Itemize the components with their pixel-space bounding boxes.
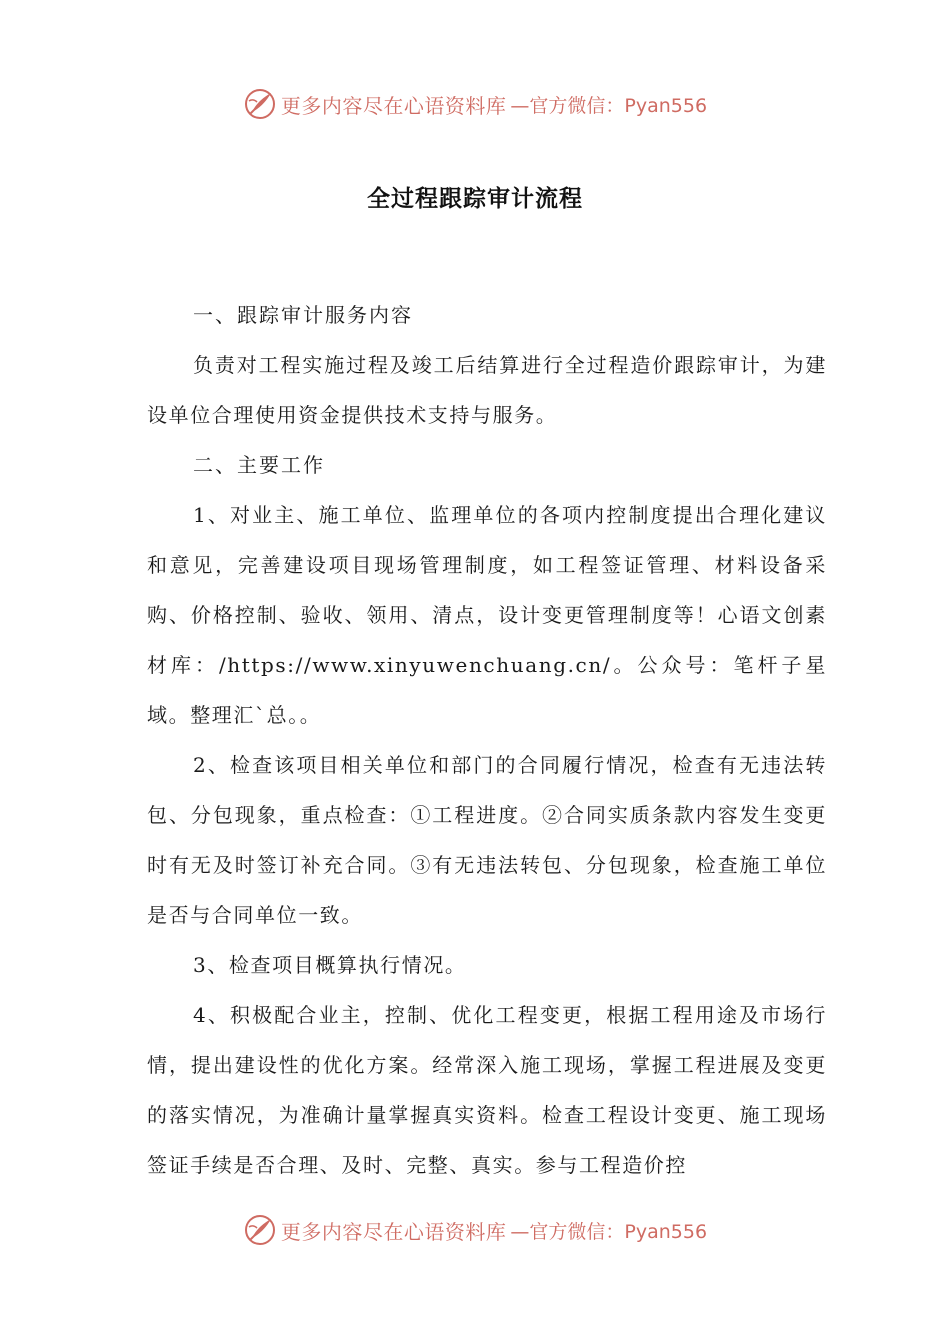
banner-wechat-text: —官方微信：Pyan556 bbox=[510, 1220, 708, 1243]
header-banner bbox=[0, 84, 950, 124]
section-heading: 二、主要工作 bbox=[193, 453, 325, 477]
banner-brand-text: 更多内容尽在心语资料库 bbox=[280, 93, 507, 118]
quill-logo-icon bbox=[243, 87, 277, 121]
paragraph: 负责对工程实施过程及竣工后结算进行全过程造价跟踪审计，为建设单位合理使用资金提供技术支持与服务。 bbox=[147, 353, 827, 427]
document-body bbox=[147, 290, 827, 1190]
paragraph: 4、积极配合业主，控制、优化工程变更，根据工程用途及市场行情，提出建设性的优化方案。经常深入施工现场，掌握工程进展及变更的落实情况，为准确计量掌握真实资料。检查工程设计变更、施工现场签证手续是否合理、及时、完整、真实。参与工程造价控 bbox=[147, 1003, 827, 1177]
footer-banner bbox=[0, 1210, 950, 1250]
quill-logo-icon bbox=[243, 1213, 277, 1247]
paragraph: 1、对业主、施工单位、监理单位的各项内控制度提出合理化建议和意见，完善建设项目现场管理制度，如工程签证管理、材料设备采购、价格控制、验收、领用、清点，设计变更管理制度等！心语文创素材库：/https://www.xinyuwenchuang.cn/。公众号：笔杆子星域。整理汇`总。。 bbox=[147, 503, 827, 727]
banner-brand-text: 更多内容尽在心语资料库 bbox=[280, 1219, 507, 1244]
paragraph: 2、检查该项目相关单位和部门的合同履行情况，检查有无违法转包、分包现象，重点检查：①工程进度。②合同实质条款内容发生变更时有无及时签订补充合同。③有无违法转包、分包现象，检查施工单位是否与合同单位一致。 bbox=[147, 753, 827, 927]
banner-wechat-text: —官方微信：Pyan556 bbox=[510, 94, 708, 117]
section-heading: 一、跟踪审计服务内容 bbox=[193, 303, 413, 327]
paragraph: 3、检查项目概算执行情况。 bbox=[193, 953, 467, 977]
page-title: 全过程跟踪审计流程 bbox=[367, 186, 583, 212]
